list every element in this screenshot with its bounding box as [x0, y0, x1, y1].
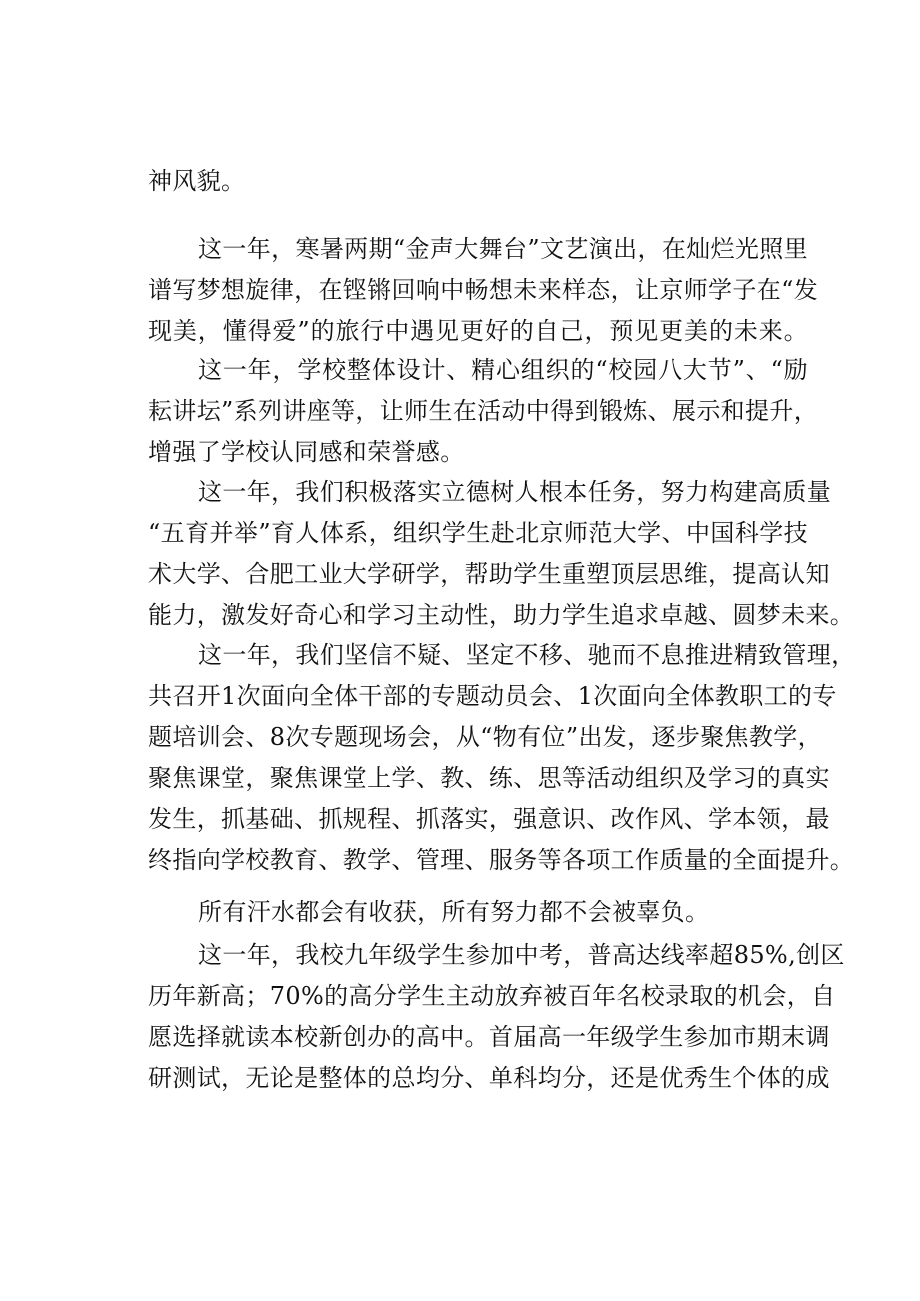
- text-line-1: 神风貌。: [148, 167, 246, 195]
- text-line-6: 耘讲坛”系列讲座等，让师生在活动中得到锻炼、展示和提升，: [148, 397, 819, 425]
- text-line-18: 所有汗水都会有收获，所有努力都不会被辜负。: [198, 898, 710, 926]
- text-line-22: 研测试，无论是整体的总均分、单科均分，还是优秀生个体的成: [148, 1064, 830, 1092]
- text-line-17: 终指向学校教育、教学、管理、服务等各项工作质量的全面提升。: [148, 846, 855, 874]
- text-line-3: 谱写梦想旋律，在铿锵回响中畅想未来样态，让京师学子在“发: [148, 276, 819, 304]
- text-line-16: 发生，抓基础、抓规程、抓落实，强意识、改作风、学本领，最: [148, 805, 830, 833]
- text-line-20: 历年新高；70%的高分学生主动放弃被百年名校录取的机会，自: [148, 982, 836, 1010]
- text-line-12: 这一年，我们坚信不疑、坚定不移、驰而不息推进精致管理，: [198, 641, 856, 669]
- text-line-14: 题培训会、8次专题现场会，从“物有位”出发，逐步聚焦教学，: [148, 723, 822, 751]
- text-line-10: 术大学、合肥工业大学研学，帮助学生重塑顶层思维，提高认知: [148, 560, 830, 588]
- text-line-13: 共召开1次面向全体干部的专题动员会、1次面向全体教职工的专: [148, 682, 837, 710]
- text-line-5: 这一年，学校整体设计、精心组织的“校园八大节”、“励: [198, 356, 808, 384]
- text-line-11: 能力，激发好奇心和学习主动性，助力学生追求卓越、圆梦未来。: [148, 601, 855, 629]
- text-line-9: “五育并举”育人体系，组织学生赴北京师范大学、中国科学技: [148, 519, 808, 547]
- text-line-7: 增强了学校认同感和荣誉感。: [148, 438, 465, 466]
- text-line-2: 这一年，寒暑两期“金声大舞台”文艺演出，在灿烂光照里: [198, 235, 808, 263]
- text-line-21: 愿选择就读本校新创办的高中。首届高一年级学生参加市期末调: [148, 1023, 830, 1051]
- text-line-19: 这一年，我校九年级学生参加中考，普高达线率超85%,创区: [198, 941, 845, 969]
- text-line-4: 现美，懂得爱”的旅行中遇见更好的自己，预见更美的未来。: [148, 317, 808, 345]
- text-line-15: 聚焦课堂，聚焦课堂上学、教、练、思等活动组织及学习的真实: [148, 764, 830, 792]
- text-line-8: 这一年，我们积极落实立德树人根本任务，努力构建高质量: [198, 478, 832, 506]
